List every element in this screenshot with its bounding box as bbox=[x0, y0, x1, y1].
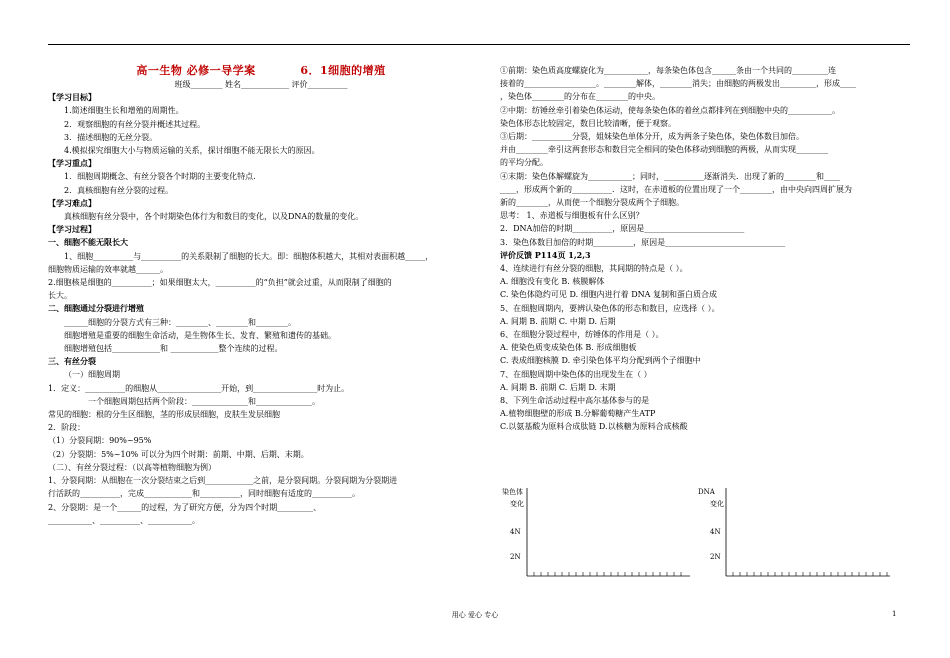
left-text-line: 三、有丝分裂 bbox=[48, 356, 96, 367]
footer-motto: 用心 爱心 专心 bbox=[451, 611, 499, 619]
right-text-line: A. 使染色质变成染色体 B. 形成细胞板 bbox=[500, 343, 637, 353]
right-text-line: ____，形成两个新的__________．这时，在赤道板的位置出现了一个________，由中央向四周扩展为 bbox=[500, 184, 852, 194]
right-text-line: ，染色体________的分布在________的中央。 bbox=[500, 92, 660, 102]
left-text-line: 真核细胞有丝分裂中，各个时期染色体行为和数目的变化，以及DNA的数量的变化。 bbox=[64, 212, 364, 222]
right-text-line: 3．染色体数目加倍的时期__________，原因是______________________________ bbox=[500, 237, 786, 247]
right-column bbox=[500, 64, 902, 434]
right-text-line: A.植物细胞壁的形成 B.分解葡萄糖产生ATP bbox=[500, 409, 656, 419]
left-text-line: 2．阶段： bbox=[48, 423, 86, 433]
left-text-line: 2．真核细胞有丝分裂的过程。 bbox=[64, 185, 174, 195]
right-text-line: 并由________牵引这两套形态和数目完全相同的染色体移动到细胞的两极，从而实现________ bbox=[500, 145, 828, 155]
left-text-line: （二）、有丝分裂过程：（以高等植物细胞为例） bbox=[48, 462, 216, 472]
left-text-line: 【学习目标】 bbox=[48, 92, 96, 103]
left-text-line: ______细胞的分裂方式有三种：________、________和________。 bbox=[64, 317, 296, 327]
graph-right-xticks bbox=[733, 572, 887, 576]
graph-left-tick-4n: 4N bbox=[510, 528, 521, 536]
left-text-line: 1、细胞__________与__________的关系限制了细胞的长大。即：细胞体积越大，其相对表面积越_____， bbox=[64, 251, 434, 261]
right-text-line: 新的________，从而使一个细胞分裂成两个子细胞。 bbox=[500, 198, 684, 208]
right-text-line: C.以氨基酸为原料合成肽链 D.以核糖为原料合成核酸 bbox=[500, 422, 688, 432]
header-rule bbox=[48, 44, 910, 45]
left-text-line: 4.模拟探究细胞大小与物质运输的关系，探讨细胞不能无限长大的原因。 bbox=[64, 146, 320, 156]
right-text-line: A. 细胞没有变化 B. 核膜解体 bbox=[500, 277, 605, 287]
left-text-line: 1．细胞周期概念、有丝分裂各个时期的主要变化特点. bbox=[64, 172, 256, 182]
graph-right-ylabel1: DNA bbox=[698, 488, 715, 496]
title-course: 高一生物 必修一导学案 bbox=[136, 64, 256, 77]
left-text-line: 3．描述细胞的无丝分裂。 bbox=[64, 132, 158, 142]
left-text-line: 1．定义：__________的细胞从________________开始，到________________时为止。 bbox=[48, 383, 350, 393]
dna-graph bbox=[696, 484, 896, 584]
left-text-line: 常见的细胞：根的分生区细胞，茎的形成层细胞，皮肤生发层细胞 bbox=[48, 410, 280, 420]
left-text-line: 2．观察细胞的有丝分裂并概述其过程。 bbox=[64, 119, 206, 129]
right-text-line: C. 染色体隐约可见 D. 细胞内进行着 DNA 复制和蛋白质合成 bbox=[500, 290, 717, 300]
left-text-line: 1、分裂间期：从细胞在一次分裂结束之后到____________之前，是分裂间期。分裂间期为分裂期进 bbox=[48, 476, 398, 486]
page-number: 1 bbox=[892, 610, 897, 618]
graph-right-tick-2n: 2N bbox=[710, 553, 721, 561]
right-text-line: 4、连续进行有丝分裂的细胞，其间期的特点是（ ）。 bbox=[500, 264, 688, 274]
right-text-line: 接着的__________________。________解体，________消失；由细胞的两极发出_________，形成____ bbox=[500, 79, 856, 89]
graph-left-ylabel2: 变化 bbox=[510, 500, 524, 508]
graph-left-tick-2n: 2N bbox=[510, 553, 521, 561]
right-text-line: 的平均分配。 bbox=[500, 158, 548, 168]
left-text-line: 细胞增殖包括____________和 ____________整个连续的过程。 bbox=[64, 344, 283, 354]
right-text-line: ②中期：纺锤丝牵引着染色体运动，使每条染色体的着丝点都排列在到细胞中央的___________。 bbox=[500, 105, 840, 115]
right-text-line: ③后期：__________分裂，姐妹染色单体分开，成为两条子染色体，染色体数目加倍。 bbox=[500, 132, 804, 142]
left-text-line: 细胞物质运输的效率就越______。 bbox=[48, 264, 168, 274]
left-text-line: 【学习重点】 bbox=[48, 158, 96, 169]
student-info: 班级________ 姓名____________ 评价__________ bbox=[174, 80, 348, 89]
left-text-line: 细胞增殖是重要的细胞生命活动，是生物体生长、发育、繁殖和遗传的基础。 bbox=[64, 330, 336, 340]
title-section: 6．1细胞的增殖 bbox=[300, 64, 386, 77]
left-text-line: 一、细胞不能无限长大 bbox=[48, 237, 128, 248]
left-text-line: 【学习难点】 bbox=[48, 197, 96, 208]
graph-right-ylabel2: 变化 bbox=[710, 500, 724, 508]
left-text-line: 二、细胞通过分裂进行增殖 bbox=[48, 303, 144, 314]
left-text-line: 【学习过程】 bbox=[48, 224, 96, 235]
right-text-line: A. 间期 B. 前期 C. 中期 D. 后期 bbox=[500, 316, 616, 326]
left-text-line: 2.细胞核是细胞的__________；如果细胞太大，__________的“负担”就会过重，从而限制了细胞的 bbox=[48, 278, 392, 288]
right-text-line: ④末期：染色体解螺旋为___________；同时，__________逐渐消失．出现了新的________和____ bbox=[500, 171, 840, 181]
right-text-line: 评价反馈 P114页 1,2,3 bbox=[500, 249, 591, 260]
left-text-line: ___________、__________、___________。 bbox=[48, 515, 200, 525]
left-content bbox=[48, 91, 474, 527]
left-text-line: （一）细胞周期 bbox=[64, 370, 120, 380]
graph-left-xticks bbox=[534, 572, 681, 576]
right-text-line: 染色体形态比较固定，数目比较清晰，便于观察。 bbox=[500, 118, 676, 128]
right-text-line: 8、下列生命活动过程中高尔基体参与的是 bbox=[500, 396, 650, 406]
right-text-line: 5、在细胞周期内，要辨认染色体的形态和数目，应选择（ ）。 bbox=[500, 303, 720, 313]
left-text-line: 长大。 bbox=[48, 291, 72, 301]
chromosome-graph bbox=[500, 484, 700, 584]
right-text-line: C. 表成细胞核膜 D. 牵引染色体平均分配到两个子细胞中 bbox=[500, 356, 701, 366]
right-text-line: ①前期：染色质高度螺旋化为___________，每条染色体包含______条由一个共同的_________连 bbox=[500, 66, 836, 75]
left-text-line: 2、分裂期：是一个______的过程，为了研究方便，分为四个时期_________、 bbox=[48, 502, 322, 512]
left-text-line: 1.简述细胞生长和增殖的周期性。 bbox=[64, 106, 184, 116]
right-text-line: 6、在细胞分裂过程中，纺锤体的作用是（ ）。 bbox=[500, 330, 664, 340]
right-text-line: 思考： 1、赤道板与细胞板有什么区别？ bbox=[500, 211, 644, 221]
left-text-line: （1）分裂间期：90%~95% bbox=[48, 436, 152, 446]
right-text-line: A. 间期 B. 前期 C. 后期 D. 末期 bbox=[500, 382, 616, 392]
graphs-area bbox=[500, 484, 910, 584]
right-text-line: 7、在细胞周期中染色体的出现发生在（ ） bbox=[500, 369, 652, 379]
right-content bbox=[500, 64, 902, 434]
right-text-line: 2．DNA加倍的时期__________，原因是_________________________ bbox=[500, 224, 745, 234]
graph-right-tick-4n: 4N bbox=[710, 528, 721, 536]
left-text-line: 一个细胞周期包括两个阶段：______________和______________。 bbox=[88, 396, 320, 406]
left-text-line: 行活跃的__________，完成____________和__________，同时细胞有适度的__________。 bbox=[48, 489, 360, 499]
left-text-line: （2）分裂期：5%~10% 可以分为四个时期：前期、中期、后期、末期。 bbox=[48, 449, 309, 459]
graph-left-ylabel1: 染色体 bbox=[502, 488, 523, 496]
left-column bbox=[48, 64, 474, 527]
document-title bbox=[48, 64, 474, 78]
